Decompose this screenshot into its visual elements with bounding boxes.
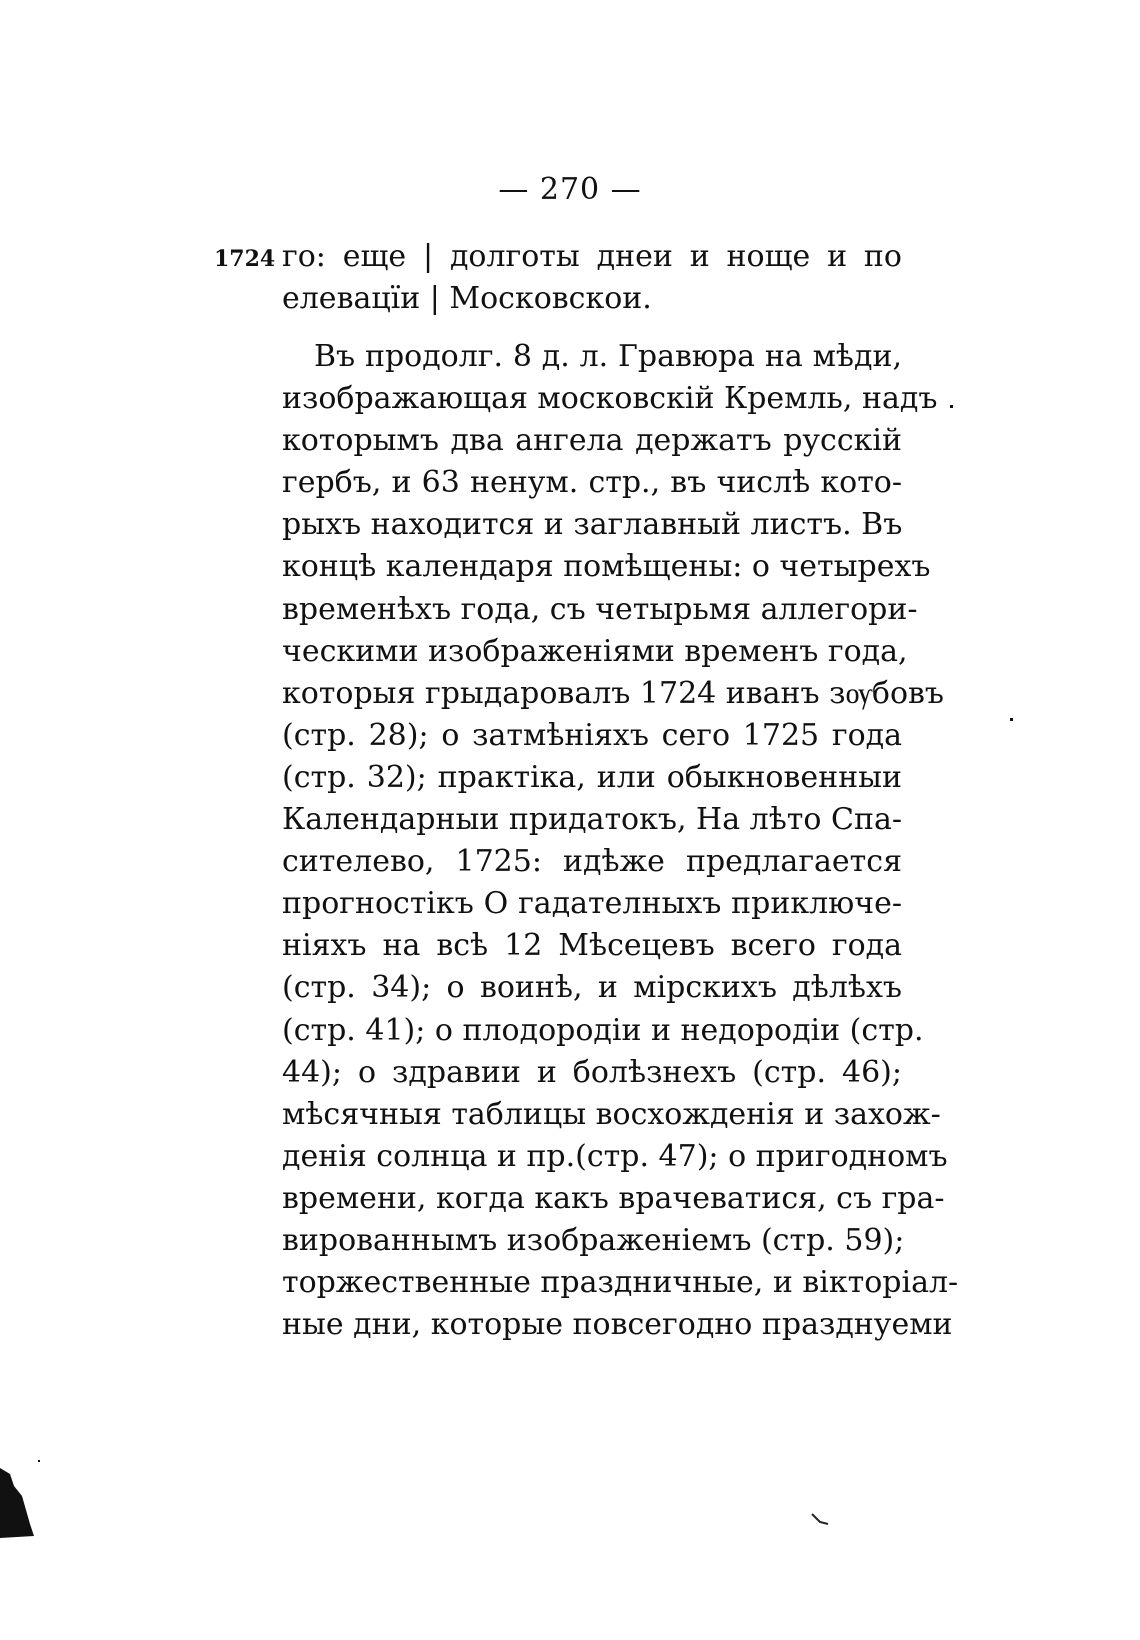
body-line last: ные дни, которые повсегодно празднуеми xyxy=(282,1307,953,1343)
scan-speck xyxy=(38,1460,40,1462)
body-line: (стр. 32); практіка, или обыкновенныи xyxy=(282,759,902,795)
scan-speck xyxy=(950,405,953,408)
heading-continuation xyxy=(282,236,902,320)
body-line: времени, когда какъ врачеватися, съ гра- xyxy=(282,1180,945,1216)
body-line: которымъ два ангела держатъ русскій xyxy=(282,423,902,459)
body-line: временѣхъ года, съ четырьмя аллегори- xyxy=(282,591,918,627)
body-line: сителево, 1725: идѣже предлагается xyxy=(282,844,902,880)
body-line: изображающая московскій Кремль, надъ xyxy=(282,381,938,417)
body-line: вированнымъ изображеніемъ (стр. 59); xyxy=(282,1222,905,1258)
page-number: — 270 — xyxy=(498,172,642,207)
body-line: Календарныи придатокъ, На лѣто Спа- xyxy=(282,802,902,838)
body-line: которыя грыдаровалъ 1724 иванъ зѹбовъ xyxy=(282,675,945,711)
body-line: мѣсячныя таблицы восхожденія и захож- xyxy=(282,1096,941,1132)
body-line: концѣ календаря помѣщены: о четырехъ xyxy=(282,549,931,585)
heading-line: елевацїи | Московскои. xyxy=(282,281,652,317)
heading-line: го: еще | долготы днеи и нощe и по xyxy=(282,239,902,274)
body-line: Въ продолг. 8 д. л. Гравюра на мѣди, xyxy=(314,339,902,374)
body-line: гербъ, и 63 ненум. стр., въ числѣ кото- xyxy=(282,465,902,501)
body-line: ніяхъ на всѣ 12 Мѣсецевъ всего года xyxy=(282,928,902,964)
body-line: (стр. 34); о воинѣ, и мірскихъ дѣлѣхъ xyxy=(282,970,902,1006)
body-line: прогностікъ О гадателныхъ приключе- xyxy=(282,886,902,922)
margin-year: 1724 xyxy=(214,246,276,272)
scan-edge-blot xyxy=(0,1466,34,1538)
body-line: 44); о здравии и болѣзнехъ (стр. 46); xyxy=(282,1054,902,1090)
body-line: (стр. 28); о затмѣніяхъ сего 1725 года xyxy=(282,717,902,753)
body-line: ческими изображеніями временъ года, xyxy=(282,633,908,669)
body-line: денія солнца и пр.(стр. 47); о пригодномъ xyxy=(282,1138,948,1174)
scan-speck xyxy=(1010,718,1013,721)
body-line: торжественные праздничные, и вікторіал- xyxy=(282,1265,959,1301)
body-line: (стр. 41); о плодородіи и недородіи (стр. xyxy=(282,1012,924,1048)
body-text xyxy=(282,336,959,1346)
scan-tick-mark xyxy=(810,1512,830,1532)
body-line: рыхъ находится и заглавный листъ. Въ xyxy=(282,507,903,543)
